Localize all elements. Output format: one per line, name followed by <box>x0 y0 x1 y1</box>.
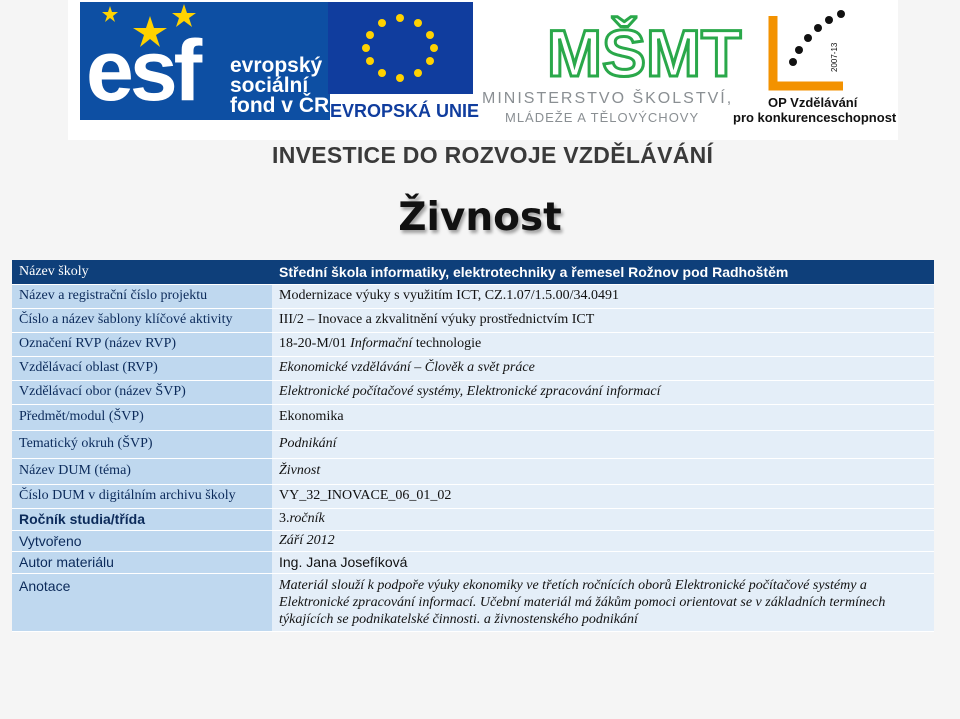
row-value: III/2 – Inovace a zkvalitnění výuky prostřednictvím ICT <box>272 308 934 332</box>
table-row <box>12 284 934 308</box>
table-row <box>12 260 934 284</box>
esf-logo-text: esf <box>86 23 199 119</box>
row-label: Číslo a název šablony klíčové aktivity <box>12 308 272 332</box>
table-row <box>12 430 934 458</box>
row-label: Vzdělávací obor (název ŠVP) <box>12 380 272 404</box>
table-row <box>12 308 934 332</box>
row-label: Označení RVP (název RVP) <box>12 332 272 356</box>
row-label: Anotace <box>12 573 272 631</box>
row-label: Vzdělávací oblast (RVP) <box>12 356 272 380</box>
row-value: Podnikání <box>272 430 934 458</box>
info-table <box>12 260 934 632</box>
row-value: 18-20-M/01 Informační technologie <box>272 332 934 356</box>
row-value: Živnost <box>272 458 934 484</box>
svg-text:2007-13: 2007-13 <box>830 42 839 72</box>
msmt-logo-icon <box>543 6 742 92</box>
row-label: Ročník studia/třída <box>12 508 272 530</box>
table-row <box>12 356 934 380</box>
table-row <box>12 530 934 551</box>
slogan: INVESTICE DO ROZVOJE VZDĚLÁVÁNÍ <box>272 142 714 168</box>
msmt-line1: MINISTERSTVO ŠKOLSTVÍ, <box>482 90 734 107</box>
esf-logo <box>80 2 330 120</box>
row-label: Autor materiálu <box>12 551 272 573</box>
row-value: Září 2012 <box>272 530 934 551</box>
table-row <box>12 573 934 631</box>
eu-flag-icon <box>328 2 473 94</box>
row-label: Tematický okruh (ŠVP) <box>12 430 272 458</box>
table-row <box>12 551 934 573</box>
row-value: VY_32_INOVACE_06_01_02 <box>272 484 934 508</box>
row-label: Název školy <box>12 260 272 284</box>
row-value: Elektronické počítačové systémy, Elektronické zpracování informací <box>272 380 934 404</box>
table-row <box>12 332 934 356</box>
table-row <box>12 404 934 430</box>
table-row <box>12 508 934 530</box>
row-value: Střední škola informatiky, elektrotechniky a řemesel Rožnov pod Radhoštěm <box>272 260 934 284</box>
table-row <box>12 484 934 508</box>
svg-text:MŠMT: MŠMT <box>547 16 742 90</box>
page-title: Živnost <box>398 195 562 240</box>
row-label: Vytvořeno <box>12 530 272 551</box>
table-row <box>12 458 934 484</box>
op-line2: pro konkurenceschopnost <box>733 110 897 125</box>
row-label: Název DUM (téma) <box>12 458 272 484</box>
annotation-text: Materiál slouží k podpoře výuky ekonomiky ve třetích ročnících oborů Elektronické počítačové systémy a Elektronické zpracování informací. Učební materiál má žákům pomoci orientovat se v základních termínech týkajících se podnikatelské činnosti. a živnostenského podnikání <box>272 573 934 631</box>
row-label: Číslo DUM v digitálním archivu školy <box>12 484 272 508</box>
logo-banner <box>0 0 960 178</box>
row-value: Modernizace výuky s využitím ICT, CZ.1.07/1.5.00/34.0491 <box>272 284 934 308</box>
op-line1: OP Vzdělávání <box>768 95 858 110</box>
logo-strip <box>68 0 898 140</box>
row-label: Název a registrační číslo projektu <box>12 284 272 308</box>
msmt-line2: MLÁDEŽE A TĚLOVÝCHOVY <box>505 110 700 125</box>
row-label: Předmět/modul (ŠVP) <box>12 404 272 430</box>
row-value: Ekonomické vzdělávání – Člověk a svět práce <box>272 356 934 380</box>
eu-label: EVROPSKÁ UNIE <box>330 101 480 121</box>
esf-logo-caption: evropský sociální fond v ČR <box>230 54 330 117</box>
row-value: Ing. Jana Josefíková <box>272 551 934 573</box>
op-logo-icon <box>763 6 855 98</box>
table-row <box>12 380 934 404</box>
row-value: Ekonomika <box>272 404 934 430</box>
row-value: 3.ročník <box>272 508 934 530</box>
